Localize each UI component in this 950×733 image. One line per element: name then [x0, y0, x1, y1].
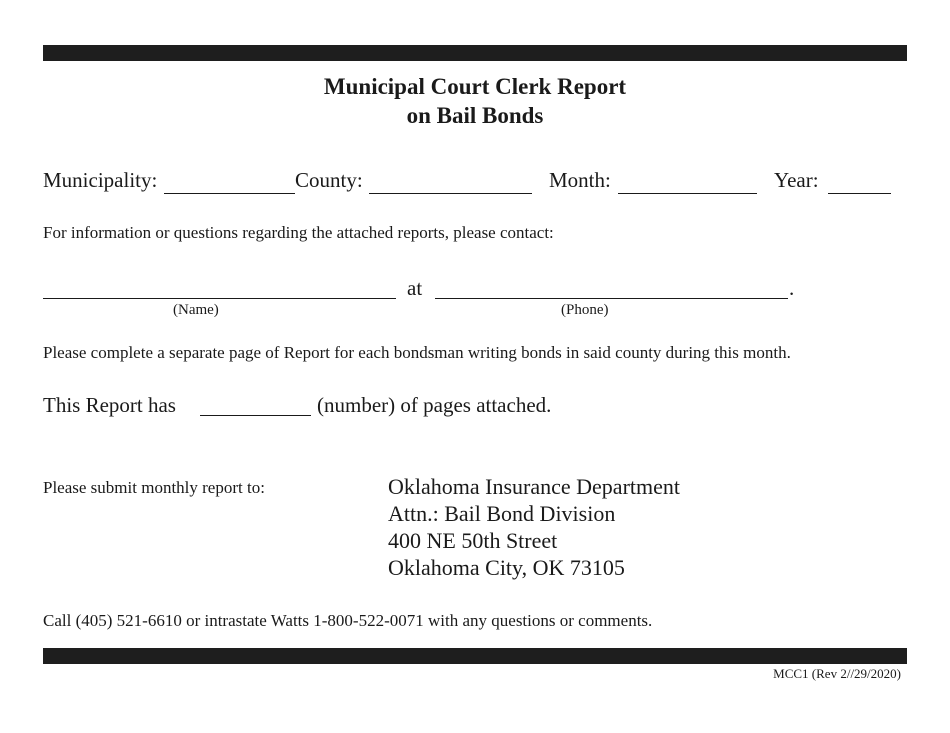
- address-line: Oklahoma Insurance Department: [388, 474, 680, 499]
- call-text: Call (405) 521-6610 or intrastate Watts 1-800-522-0071 with any questions or comments.: [43, 611, 653, 630]
- form-id: MCC1 (Rev 2//29/2020): [773, 666, 901, 681]
- county-label: County:: [295, 168, 363, 192]
- pages-prefix: This Report has: [43, 393, 176, 417]
- contact-period: .: [789, 276, 795, 300]
- title-line-1: Municipal Court Clerk Report: [323, 74, 627, 99]
- contact-phone-field[interactable]: [435, 280, 788, 299]
- municipality-field[interactable]: [164, 175, 295, 194]
- address-line: Oklahoma City, OK 73105: [388, 555, 625, 580]
- pages-suffix: (number) of pages attached.: [317, 393, 552, 417]
- contact-intro: For information or questions regarding the attached reports, please contact:: [43, 223, 554, 242]
- name-caption: (Name): [173, 302, 219, 318]
- county-field[interactable]: [369, 175, 532, 194]
- page-title: [0, 72, 950, 130]
- phone-caption: (Phone): [561, 302, 609, 318]
- mailing-address: [388, 473, 680, 581]
- year-label: Year:: [774, 168, 819, 192]
- separate-page-instruction: Please complete a separate page of Report for each bondsman writing bonds in said county during this month.: [43, 343, 791, 362]
- bottom-rule: [43, 648, 907, 664]
- contact-at: at: [407, 276, 423, 300]
- page-count-field[interactable]: [200, 397, 311, 416]
- month-label: Month:: [549, 168, 611, 192]
- year-field[interactable]: [828, 175, 891, 194]
- address-line: Attn.: Bail Bond Division: [388, 501, 616, 526]
- municipality-label: Municipality:: [43, 168, 158, 192]
- top-rule: [43, 45, 907, 61]
- address-line: 400 NE 50th Street: [388, 528, 558, 553]
- contact-name-field[interactable]: [43, 280, 396, 299]
- submit-label: Please submit monthly report to:: [43, 478, 265, 497]
- month-field[interactable]: [618, 175, 757, 194]
- title-line-2: on Bail Bonds: [406, 103, 544, 128]
